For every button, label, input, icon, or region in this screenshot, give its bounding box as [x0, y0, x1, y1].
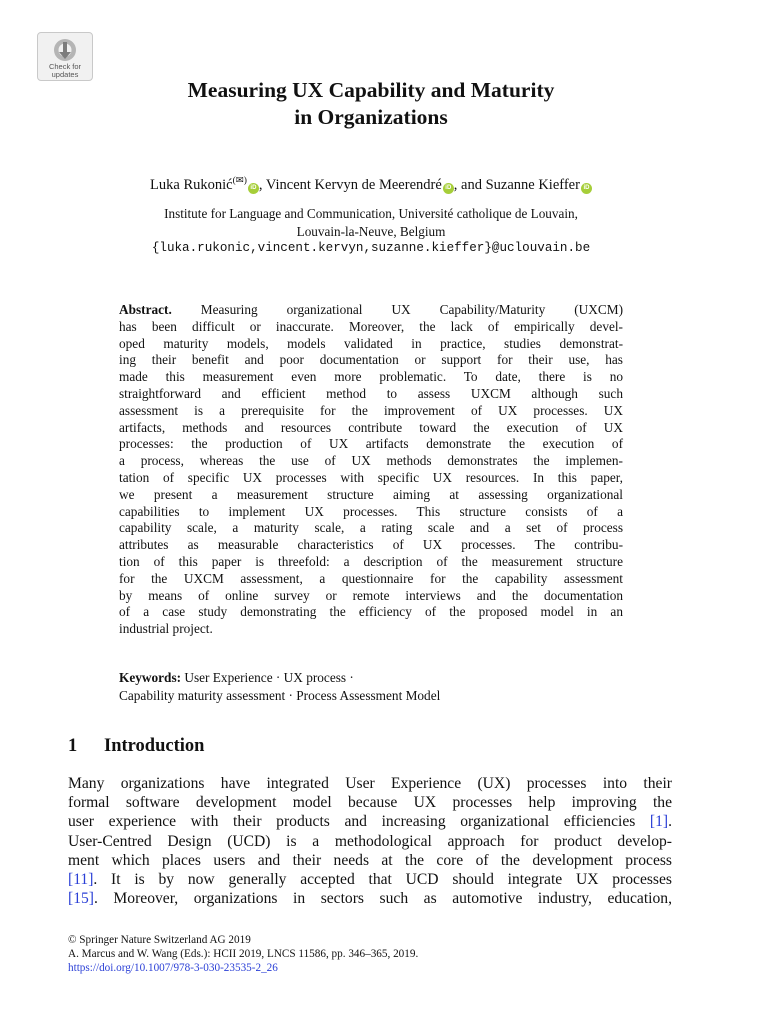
- abstract-line: processes: the production of UX artifacts demonstrate the execution of: [119, 436, 623, 452]
- orcid-icon[interactable]: iD: [248, 183, 259, 194]
- title-line-1: Measuring UX Capability and Maturity: [187, 78, 555, 102]
- copyright-line: © Springer Nature Switzerland AG 2019: [68, 934, 251, 946]
- abstract-line: for the UXCM assessment, a questionnaire for the capability assessment: [119, 570, 623, 586]
- affiliation-line-2: Louvain-la-Neuve, Belgium: [296, 223, 446, 239]
- author-2-name: Vincent Kervyn de Meerendré: [265, 176, 442, 193]
- check-for-updates-badge[interactable]: [37, 32, 93, 81]
- citation-line: A. Marcus and W. Wang (Eds.): HCII 2019, LNCS 11586, pp. 346–365, 2019.: [68, 948, 419, 960]
- corresponding-mark: (✉): [232, 176, 247, 186]
- citation-link[interactable]: [1]: [649, 813, 669, 831]
- author-list: [0, 172, 742, 194]
- body-text: user experience with their products and increasing organizational efficiencies: [68, 813, 650, 831]
- abstract-line: made this measurement even more problematic. To date, there is no: [119, 369, 623, 385]
- body-line: ment which places users and their needs at the core of the development process: [68, 851, 672, 869]
- doi-link[interactable]: https://doi.org/10.1007/978-3-030-23535-2_26: [68, 962, 278, 974]
- body-line: [68, 812, 672, 831]
- abstract-line: [119, 302, 623, 319]
- abstract-line: attributes as measurable characteristics of UX processes. The contribu-: [119, 537, 623, 553]
- orcid-icon[interactable]: iD: [581, 183, 592, 194]
- abstract-line: of a case study demonstrating the efficiency of the proposed model in an: [119, 604, 623, 620]
- keywords: [119, 669, 639, 705]
- abstract-line: capability scale, a maturity scale, a rating scale and a set of process: [119, 520, 623, 536]
- orcid-icon[interactable]: iD: [443, 183, 454, 194]
- abstract-line: a process, whereas the use of UX methods demonstrates the implemen-: [119, 453, 623, 469]
- affiliation: [0, 205, 742, 258]
- keywords-line-2: Capability maturity assessment · Process Assessment Model: [119, 688, 441, 703]
- abstract-line: oped maturity models, models validated in practice, studies demonstrat-: [119, 335, 623, 351]
- keywords-label: Keywords:: [119, 670, 182, 685]
- body-line: User-Centred Design (UCD) is a methodological approach for product develop-: [68, 832, 672, 850]
- citation-link[interactable]: [15]: [68, 890, 94, 908]
- keywords-line-1: [119, 669, 639, 687]
- author-emails: {luka.rukonic,vincent.kervyn,suzanne.kieffer}@uclouvain.be: [151, 241, 591, 255]
- abstract-line: capabilities to implement UX processes. This structure consists of a: [119, 503, 623, 519]
- author-1-name: Luka Rukonić: [150, 176, 233, 193]
- paper-title: [0, 77, 742, 131]
- update-icon: [53, 38, 77, 62]
- publication-footer: [68, 933, 628, 975]
- body-line: formal software development model because UX processes help improving the: [68, 794, 672, 812]
- affiliation-line-1: Institute for Language and Communication, Université catholique de Louvain,: [164, 206, 578, 221]
- author-separator: , and: [453, 176, 486, 193]
- keywords-text: User Experience · UX process ·: [184, 670, 354, 685]
- abstract-line: has been difficult or inaccurate. Moreover, the lack of empirically devel-: [119, 318, 623, 334]
- abstract-label: Abstract.: [119, 302, 172, 317]
- abstract-line: straightforward and efficient method to assess UXCM although such: [119, 385, 623, 401]
- intro-paragraph: [68, 774, 672, 908]
- section-title: Introduction: [104, 736, 205, 756]
- abstract-line: by means of online survey or remote interviews and the documentation: [119, 587, 623, 603]
- author-3-name: Suzanne Kieffer: [485, 176, 580, 193]
- section-heading: [68, 735, 204, 757]
- abstract-line: assessment is a prerequisite for the improvement of UX processes. UX: [119, 402, 623, 418]
- body-line: [68, 870, 672, 889]
- abstract-line: we present a measurement structure aiming at assessing organizational: [119, 486, 623, 502]
- body-text: . Moreover, organizations in sectors such as automotive industry, education,: [93, 890, 672, 908]
- body-text: . It is by now generally accepted that UCD should integrate UX processes: [93, 871, 672, 889]
- body-text: .: [668, 813, 672, 831]
- body-line: [68, 889, 672, 908]
- abstract-line: industrial project.: [119, 621, 213, 637]
- badge-label: Check for updates: [48, 62, 82, 79]
- author-separator: ,: [258, 176, 266, 193]
- citation-link[interactable]: [11]: [68, 871, 94, 889]
- abstract-text: Measuring organizational UX Capability/Maturity (UXCM): [200, 302, 623, 317]
- abstract-line: tion of this paper is threefold: a description of the measurement structure: [119, 553, 623, 569]
- section-number: 1: [68, 736, 78, 756]
- title-line-2: in Organizations: [294, 105, 448, 129]
- abstract: [119, 302, 623, 638]
- abstract-line: ing their benefit and poor documentation or support for their use, has: [119, 352, 623, 368]
- abstract-line: tation of specific UX processes with specific UX resources. In this paper,: [119, 469, 623, 485]
- abstract-line: artifacts, methods and resources contribute toward the execution of UX: [119, 419, 623, 435]
- body-line: Many organizations have integrated User Experience (UX) processes into their: [68, 775, 672, 792]
